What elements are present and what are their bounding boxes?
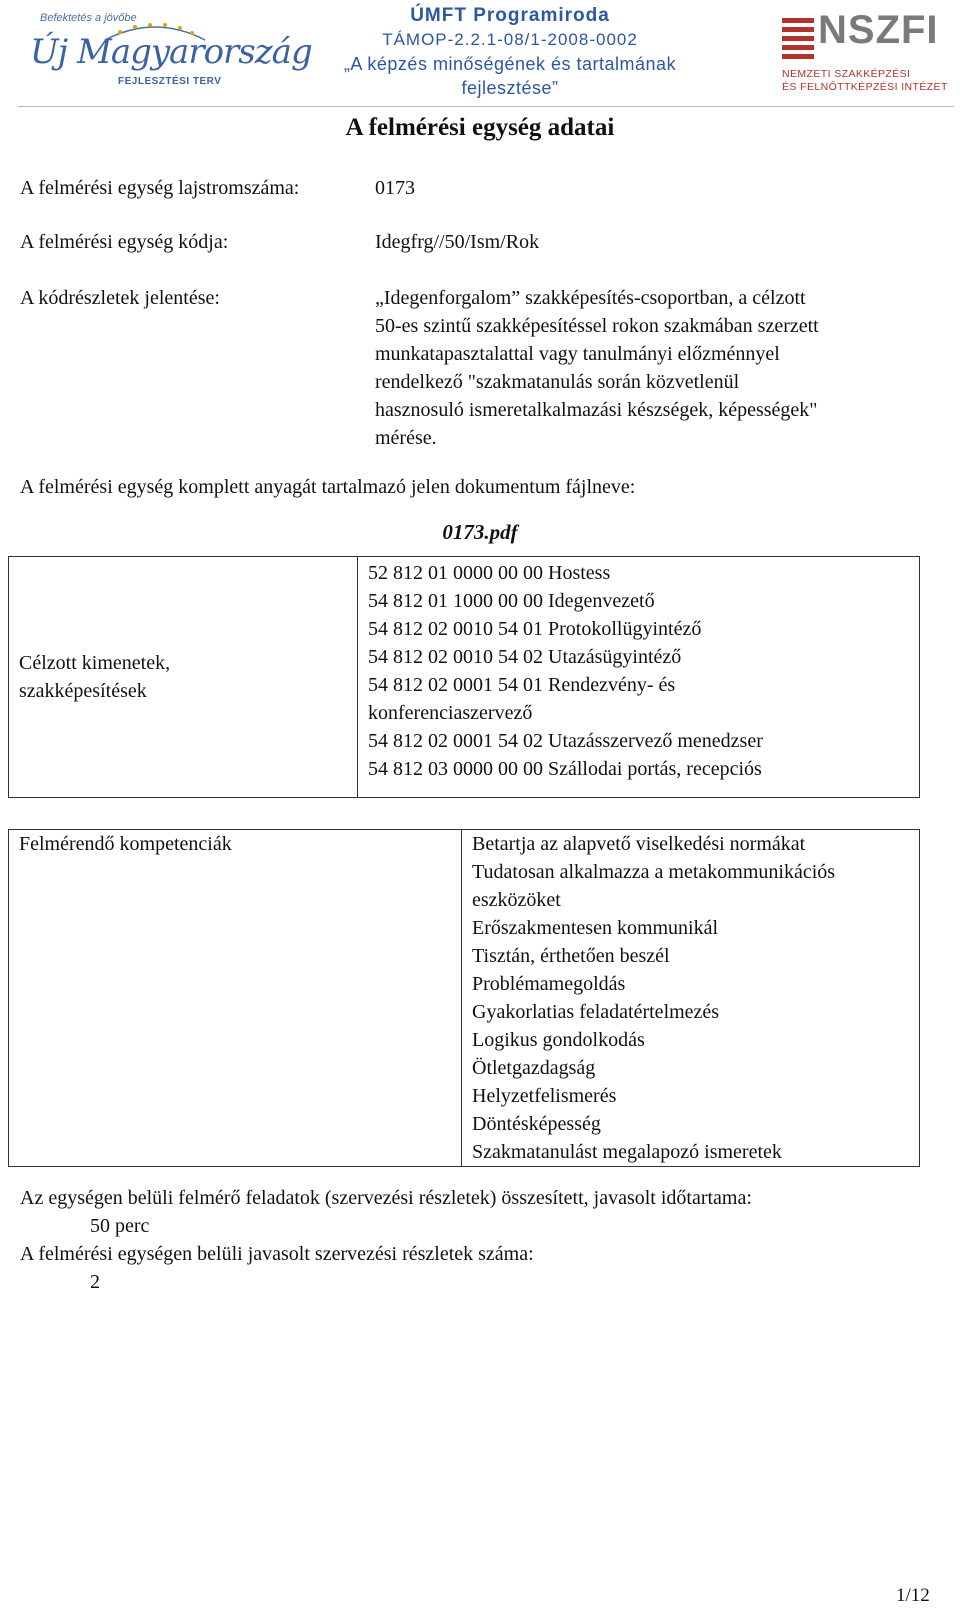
qualification-item: 54 812 01 1000 00 00 Idegenvezető [368,590,655,612]
competency-item: Döntésképesség [472,1113,601,1135]
uj-magyarorszag-logo [30,10,312,100]
logo-tagline: Befektetés a jövőbe [40,12,137,24]
unit-code-label: A felmérési egység kódja: [20,231,229,253]
competency-item: Logikus gondolkodás [472,1029,645,1051]
competencies-label-cell [9,830,462,1167]
parts-count-value: 2 [90,1271,100,1293]
project-title-2: fejlesztése” [461,78,559,98]
project-code: TÁMOP-2.2.1-08/1-2008-0002 [382,30,638,49]
target-outputs-table [8,556,920,798]
nszfi-name: NSZFI [818,8,939,52]
competencies-label: Felmérendő kompetenciák [19,833,232,855]
qualification-item: 54 812 02 0001 54 01 Rendezvény- és [368,674,676,696]
page-title: A felmérési egység adatai [345,114,615,141]
competency-item: Betartja az alapvető viselkedési normákat [472,833,806,855]
qualification-item: 52 812 01 0000 00 00 Hostess [368,562,611,584]
unit-code-value: Idegfrg//50/Ism/Rok [375,231,540,253]
competency-item: Helyzetfelismerés [472,1085,617,1107]
competencies-list [462,830,920,1167]
target-outputs-list [358,557,920,798]
code-meaning-line: „Idegenforgalom” szakképesítés-csoportban, a célzott [375,287,806,309]
nszfi-mark-icon [780,12,816,60]
program-header [300,4,720,100]
qualification-item: 54 812 02 0010 54 01 Protokollügyintéző [368,618,702,640]
code-meaning-line: rendelkező "szakmatanulás során közvetlenül [375,371,740,393]
program-office: ÚMFT Programiroda [410,5,610,26]
header-divider [18,106,954,107]
competency-item: Gyakorlatias feladatértelmezés [472,1001,720,1023]
target-outputs-label-cell [9,557,358,798]
competency-item: Ötletgazdagság [472,1057,596,1079]
code-meaning-label: A kódrészletek jelentése: [20,287,220,309]
logo-brand: Új Magyarország [30,32,312,72]
file-name-label: A felmérési egység komplett anyagát tartalmazó jelen dokumentum fájlneve: [20,476,636,498]
nszfi-line-2: ÉS FELNŐTTKÉPZÉSI INTÉZET [782,81,948,93]
page-header [0,0,960,110]
page-number: 1/12 [896,1585,930,1606]
logo-subtitle: FEJLESZTÉSI TERV [118,76,222,87]
project-title-1: „A képzés minőségének és tartalmának [343,54,677,74]
competency-item: Tisztán, érthetően beszél [472,945,670,967]
code-meaning-line: mérése. [375,427,437,449]
duration-label: Az egységen belüli felmérő feladatok (szervezési részletek) összesített, javasolt időtartama: [20,1187,752,1209]
code-meaning-text [375,284,819,452]
registry-number-value: 0173 [375,177,415,199]
competency-item: Problémamegoldás [472,973,626,995]
nszfi-line-1: NEMZETI SZAKKÉPZÉSI [782,68,911,80]
nszfi-logo [780,8,955,93]
parts-count-label: A felmérési egységen belüli javasolt szervezési részletek száma: [20,1243,534,1265]
registry-number-label: A felmérési egység lajstromszáma: [20,177,300,199]
qualification-item: 54 812 03 0000 00 00 Szállodai portás, recepciós [368,758,762,780]
qualification-item: 54 812 02 0001 54 02 Utazásszervező menedzser [368,730,763,752]
target-outputs-label: Célzott kimenetek, [19,652,171,674]
competency-item: Erőszakmentesen kommunikál [472,917,719,939]
competency-item: Tudatosan alkalmazza a metakommunikációs [472,861,836,883]
code-meaning-line: munkatapasztalattal vagy tanulmányi előzménnyel [375,343,780,365]
duration-value: 50 perc [90,1215,150,1237]
competency-item: eszközöket [472,889,561,911]
competency-item: Szakmatanulást megalapozó ismeretek [472,1141,782,1163]
code-meaning-line: hasznosuló ismeretalkalmazási készségek, képességek" [375,399,818,421]
code-meaning-line: 50-es szintű szakképesítéssel rokon szakmában szerzett [375,315,819,337]
file-name-value: 0173.pdf [442,520,518,544]
qualification-item: 54 812 02 0010 54 02 Utazásügyintéző [368,646,682,668]
target-outputs-label: szakképesítések [19,680,147,702]
competencies-table [8,829,920,1167]
qualification-item: konferenciaszervező [368,702,533,724]
